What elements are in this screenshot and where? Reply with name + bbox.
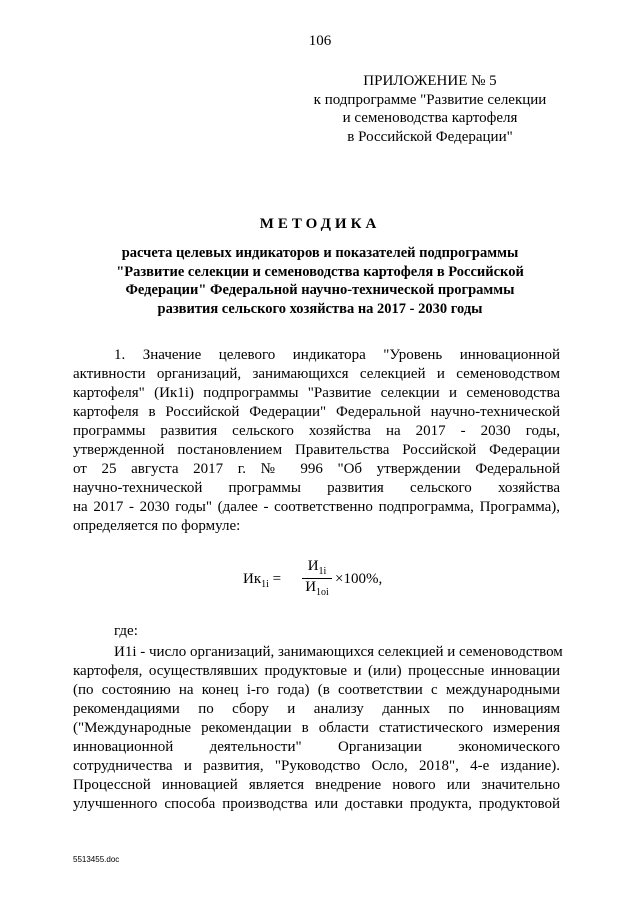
paragraph-2	[73, 643, 563, 814]
formula	[243, 558, 393, 600]
annex-line: в Российской Федерации"	[347, 128, 513, 145]
paragraph-line: рекомендациями по сбору и анализу данных по инновациям	[73, 701, 560, 717]
subtitle-line: Федерации" Федеральной научно-технической программы	[125, 282, 515, 298]
formula-fraction	[301, 558, 333, 599]
paragraph-line: сотрудничества и развития, "Руководство Осло, 2018", 4-е издание).	[73, 758, 560, 774]
formula-lhs-subscript: 1i	[261, 579, 269, 590]
annex-line: и семеноводства картофеля	[342, 110, 518, 126]
paragraph-line: (по состоянию на конец i-го года) (в соответствии с международными	[73, 682, 560, 698]
subtitle-line: развития сельского хозяйства на 2017 - 2030 годы	[157, 300, 483, 317]
file-name-footer: 5513455.doc	[73, 855, 120, 864]
formula-denominator	[301, 579, 333, 599]
annex-header	[300, 72, 560, 146]
paragraph-line: инновационной деятельности" Организации экономического	[73, 739, 560, 755]
paragraph-line: научно-технической программы развития сельского хозяйства	[73, 480, 560, 496]
denominator-subscript: 1oi	[316, 587, 329, 598]
paragraph-line: утвержденной постановлением Правительства Российской Федерации	[73, 442, 560, 458]
paragraph-line: активности организаций, занимающихся селекцией и семеноводством	[73, 366, 560, 382]
paragraph-line: определяется по формуле:	[73, 518, 241, 534]
formula-lhs	[243, 571, 281, 590]
paragraph-1	[73, 346, 560, 536]
formula-numerator	[301, 558, 333, 578]
numerator-symbol: И	[307, 558, 319, 574]
page-number: 106	[308, 33, 332, 49]
where-label: где:	[114, 623, 138, 639]
paragraph-line: картофеля, осуществлявших продуктовые и (или) процессные инновации	[73, 663, 560, 679]
subtitle-line: "Развитие селекции и семеноводства картофеля в Российской	[116, 263, 524, 280]
paragraph-line: на 2017 - 2030 годы" (далее - соответственно подпрограмма, Программа),	[73, 499, 560, 515]
annex-line: к подпрограмме "Развитие селекции	[313, 91, 547, 108]
annex-line: ПРИЛОЖЕНИЕ № 5	[363, 73, 497, 89]
document-subtitle	[90, 244, 550, 318]
paragraph-line: ("Международные рекомендации в области статистического измерения	[73, 720, 560, 736]
subtitle-line: расчета целевых индикаторов и показателей подпрограммы	[121, 245, 519, 261]
paragraph-line: улучшенного способа производства или доставки продукта, продуктовой	[73, 796, 560, 812]
formula-rhs: ×100%,	[335, 571, 383, 587]
paragraph-line: И1i - число организаций, занимающихся селекцией и семеноводством	[114, 644, 563, 660]
denominator-symbol: И	[305, 579, 317, 595]
numerator-subscript: 1i	[318, 566, 327, 577]
paragraph-line: программы развития сельского хозяйства на 2017 - 2030 годы,	[73, 423, 560, 439]
paragraph-line: от 25 августа 2017 г. № 996 "Об утверждении Федеральной	[73, 461, 560, 477]
paragraph-line: Процессной инновацией является внедрение нового или значительно	[73, 777, 560, 793]
document-title: МЕТОДИКА	[259, 216, 381, 232]
paragraph-line: картофеля в Российской Федерации" Федеральной научно-технической	[73, 404, 560, 420]
formula-lhs-symbol: Ик	[243, 571, 262, 587]
paragraph-line: 1. Значение целевого индикатора "Уровень инновационной	[114, 347, 560, 363]
paragraph-line: картофеля" (Ик1i) подпрограммы "Развитие селекции и семеноводства	[73, 385, 560, 401]
formula-equals: =	[268, 571, 282, 587]
